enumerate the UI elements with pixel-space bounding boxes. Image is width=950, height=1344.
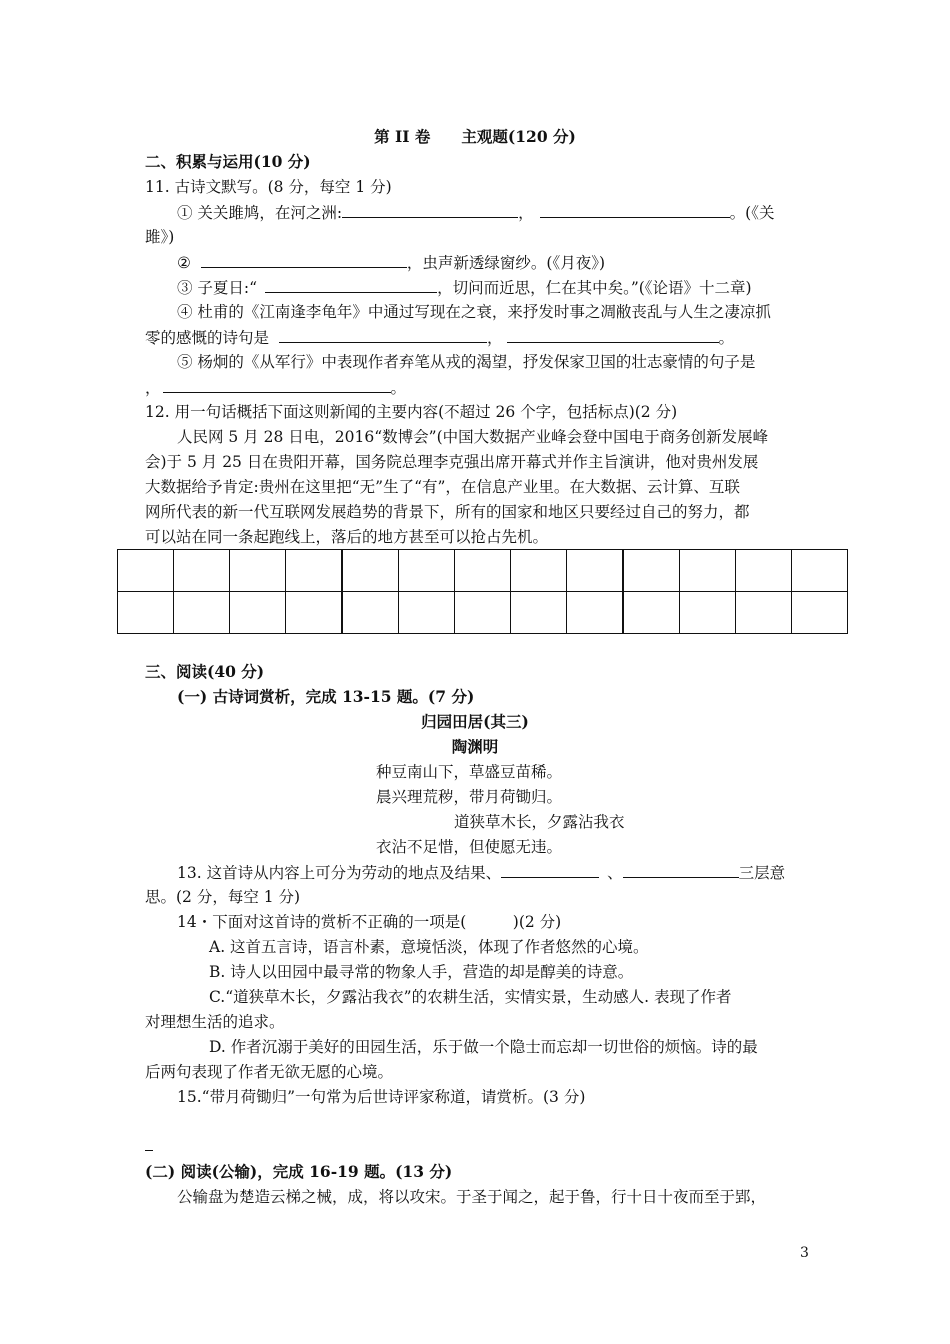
q12-news-line: 人民网 5 月 28 日电，2016“数博会”(中国大数据产业峰会登中国电于商务创新发展峰: [177, 428, 769, 446]
grid-cell[interactable]: [230, 592, 286, 634]
answer-blank[interactable]: [163, 377, 391, 393]
grid-cell[interactable]: [736, 592, 792, 634]
q13-sep: 、: [607, 864, 623, 882]
poem-line: 种豆南山下，草盛豆苗稀。: [376, 763, 563, 781]
page-number: 3: [800, 1245, 809, 1261]
q11-comma: ，: [145, 379, 161, 397]
q11-item-2: [177, 252, 605, 273]
section-2-heading: 二、积累与运用(10 分): [145, 152, 311, 171]
q12-news-line: 网所代表的新一代互联网发展趋势的背景下，所有的国家和地区只要经过自己的努力，都: [145, 503, 750, 521]
grid-cell[interactable]: [399, 550, 455, 592]
q14-stem: 14・下面对这首诗的赏析不正确的一项是( )(2 分): [177, 913, 562, 931]
q15: 15.“带月荷锄归”一句常为后世诗评家称道，请赏析。(3 分): [177, 1088, 586, 1106]
grid-cell[interactable]: [680, 550, 736, 592]
q12-news-line: 可以站在同一条起跑线上，落后的地方甚至可以抢占先机。: [145, 528, 549, 546]
answer-blank[interactable]: [507, 327, 719, 343]
subsection-2-heading: (二) 阅读(公输)，完成 16-19 题。(13 分): [145, 1162, 453, 1181]
q11-item-4-text: 零的感慨的诗句是: [145, 329, 270, 347]
answer-blank[interactable]: [501, 862, 599, 878]
answer-blank[interactable]: [623, 862, 739, 878]
grid-cell[interactable]: [567, 592, 624, 634]
q11-item-4-wrap: [145, 327, 734, 348]
grid-row: [118, 592, 848, 634]
answer-blank[interactable]: [265, 277, 437, 293]
q11-stem: 11. 古诗文默写。(8 分，每空 1 分): [145, 178, 392, 196]
grid-cell[interactable]: [680, 592, 736, 634]
grid-cell[interactable]: [792, 592, 848, 634]
q14-option-c: C.“道狭草木长，夕露沾我衣”的农耕生活，实情实景，生动感人. 表现了作者: [209, 988, 732, 1006]
q11-period: 。: [718, 329, 735, 347]
answer-blank[interactable]: [342, 202, 518, 218]
q11-item-1-tail: 。(《关: [729, 204, 775, 222]
grid-cell[interactable]: [399, 592, 455, 634]
grid-cell[interactable]: [567, 550, 624, 592]
q11-item-1-wrap: 雎》): [145, 228, 175, 246]
q11-period: 。: [390, 379, 407, 397]
grid-cell[interactable]: [455, 592, 511, 634]
grid-cell[interactable]: [118, 550, 174, 592]
q11-item-2-num: ②: [177, 254, 191, 272]
q11-comma: ，: [518, 204, 534, 222]
q13: [177, 862, 785, 883]
q11-item-2-text: ，虫声新透绿窗纱。(《月夜》): [406, 254, 606, 272]
q13-tail: 三层意: [738, 864, 786, 882]
q14-option-d-wrap: 后两句表现了作者无欲无愿的心境。: [145, 1063, 394, 1081]
poem-author: 陶渊明: [451, 737, 499, 756]
grid-cell[interactable]: [342, 592, 399, 634]
grid-cell[interactable]: [736, 550, 792, 592]
grid-cell[interactable]: [623, 550, 680, 592]
q11-item-3-text: ③ 子夏日:“: [177, 279, 258, 297]
section-3-heading: 三、阅读(40 分): [145, 662, 265, 681]
q11-comma: ，: [487, 329, 503, 347]
q13-text: 13. 这首诗从内容上可分为劳动的地点及结果、: [177, 864, 502, 882]
q12-news-line: 会)于 5 月 25 日在贵阳开幕，国务院总理李克强出席开幕式并作主旨演讲，他对贵州发展: [145, 453, 759, 471]
grid-cell[interactable]: [230, 550, 286, 592]
subsection-1-heading: (一) 古诗词赏析，完成 13-15 题。(7 分): [177, 687, 475, 706]
grid-cell[interactable]: [511, 592, 567, 634]
stray-mark: [145, 1150, 153, 1151]
answer-blank[interactable]: [201, 252, 407, 268]
prose-line: 公输盘为楚造云梯之械，成，将以攻宋。于圣于闻之，起于鲁，行十日十夜而至于郢，: [177, 1188, 767, 1206]
q11-item-5-wrap: [145, 377, 406, 398]
grid-cell[interactable]: [174, 550, 230, 592]
answer-blank[interactable]: [540, 202, 730, 218]
poem-title: 归园田居(其三): [421, 712, 529, 731]
q11-item-1: [177, 202, 774, 223]
grid-cell[interactable]: [792, 550, 848, 592]
grid-row: [118, 550, 848, 592]
grid-cell[interactable]: [286, 592, 343, 634]
grid-cell[interactable]: [342, 550, 399, 592]
q13-wrap: 思。(2 分，每空 1 分): [145, 888, 301, 906]
q11-item-3: [177, 277, 752, 298]
q14-option-c-wrap: 对理想生活的追求。: [145, 1013, 285, 1031]
poem-line: 晨兴理荒秽，带月荷锄归。: [376, 788, 563, 806]
grid-cell[interactable]: [286, 550, 343, 592]
grid-cell[interactable]: [118, 592, 174, 634]
q14-option-b: B. 诗人以田园中最寻常的物象人手，营造的却是醇美的诗意。: [209, 963, 634, 981]
section-title: 第 II 卷 主观题(120 分): [374, 127, 576, 146]
grid-cell[interactable]: [174, 592, 230, 634]
grid-cell[interactable]: [455, 550, 511, 592]
grid-cell[interactable]: [511, 550, 567, 592]
answer-grid[interactable]: [117, 549, 848, 634]
q11-item-5: ⑤ 杨炯的《从军行》中表现作者弃笔从戎的渴望，抒发保家卫国的壮志豪情的句子是: [177, 353, 756, 371]
poem-line: 衣沾不足惜，但使愿无违。: [376, 838, 563, 856]
answer-blank[interactable]: [279, 327, 487, 343]
poem-line: 道狭草木长，夕露沾我衣: [454, 813, 625, 831]
q11-item-3-tail: ，切问而近思，仁在其中矣。”(《论语》十二章): [437, 279, 752, 297]
q14-option-a: A. 这首五言诗，语言朴素，意境恬淡，体现了作者悠然的心境。: [209, 938, 649, 956]
q11-item-4: ④ 杜甫的《江南逢李龟年》中通过写现在之衰，来抒发时事之凋敝丧乱与人生之凄凉抓: [177, 303, 771, 321]
q12-news-line: 大数据给予肯定:贵州在这里把“无”生了“有”，在信息产业里。在大数据、云计算、互联: [145, 478, 740, 496]
q11-item-1-text: ① 关关雎鸠，在河之洲:: [177, 204, 343, 222]
grid-cell[interactable]: [623, 592, 680, 634]
q12-stem: 12. 用一句话概括下面这则新闻的主要内容(不超过 26 个字，包括标点)(2 分): [145, 403, 678, 421]
q14-option-d: D. 作者沉溺于美好的田园生活，乐于做一个隐士而忘却一切世俗的烦恼。诗的最: [209, 1038, 758, 1056]
